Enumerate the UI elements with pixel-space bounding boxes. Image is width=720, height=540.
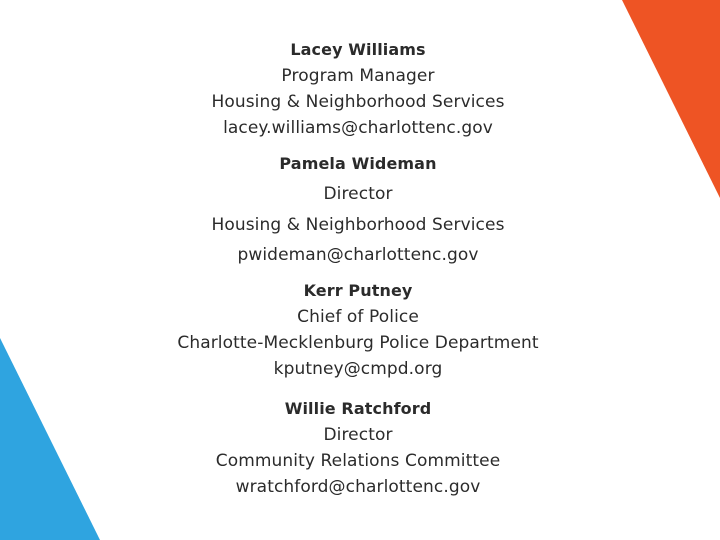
contact-name: Willie Ratchford (284, 399, 432, 418)
contact-title: Director (323, 184, 393, 204)
contact-title: Chief of Police (297, 307, 419, 327)
contact-department: Housing & Neighborhood Services (211, 92, 505, 112)
contact-department: Charlotte-Mecklenburg Police Department (177, 333, 539, 353)
contact-email[interactable]: kputney@cmpd.org (273, 359, 443, 379)
contact-name: Pamela Wideman (279, 154, 437, 173)
contact-department: Housing & Neighborhood Services (211, 215, 505, 235)
contact-department: Community Relations Committee (215, 451, 501, 471)
contact-email[interactable]: wratchford@charlottenc.gov (235, 477, 481, 497)
contact-email[interactable]: lacey.williams@charlottenc.gov (223, 118, 493, 138)
contact-name: Kerr Putney (303, 281, 413, 300)
contact-email[interactable]: pwideman@charlottenc.gov (237, 245, 479, 265)
contact-name: Lacey Williams (290, 40, 426, 59)
contact-title: Program Manager (281, 66, 435, 86)
contact-title: Director (323, 425, 393, 445)
